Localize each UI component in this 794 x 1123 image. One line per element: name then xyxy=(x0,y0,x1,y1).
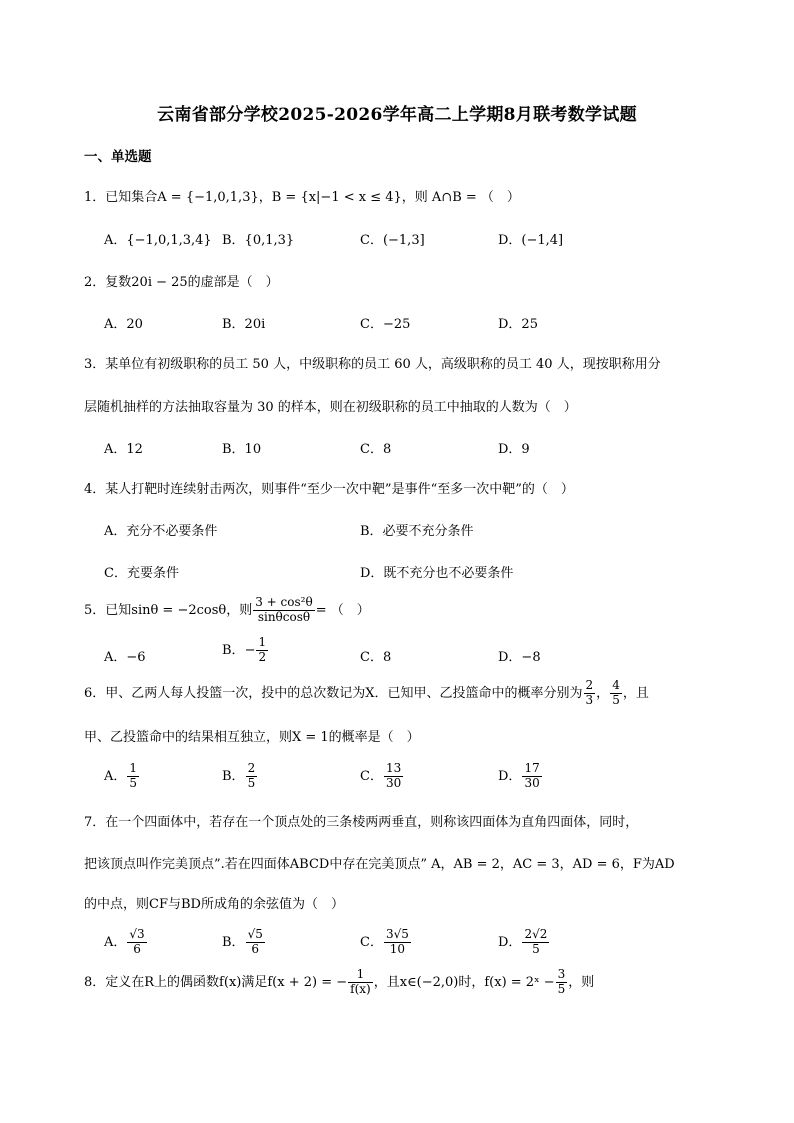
section-heading: 一、单选题 xyxy=(84,149,152,165)
q6-option-d-label: D． xyxy=(498,768,522,784)
q6-option-a-label: A． xyxy=(104,768,127,784)
question-1: 1．已知集合A = {−1,0,1,3}，B = {x|−1 < x ≤ 4}，则 A∩B = （ ） xyxy=(84,190,520,205)
q6-option-a-numerator: 1 xyxy=(129,761,138,775)
q1-option-a: A．{−1,0,1,3,4} xyxy=(104,233,212,248)
q5-option-c: C．8 xyxy=(360,650,392,665)
q8-fraction-1 xyxy=(348,968,373,997)
q6-option-c-fraction xyxy=(384,762,403,791)
q7-option-c-denominator: 10 xyxy=(389,941,406,956)
q6-prob-jia-denominator: 3 xyxy=(585,692,594,707)
q5-option-b xyxy=(222,636,269,665)
q7-option-d-fraction xyxy=(522,928,549,957)
q6-prob-yi xyxy=(610,679,622,708)
q6-option-b-denominator: 5 xyxy=(247,775,256,790)
q1-option-d: D．(−1,4] xyxy=(498,233,564,248)
q7-option-c-fraction xyxy=(384,928,411,957)
q5-option-a: A．−6 xyxy=(104,650,146,665)
q6-line1-prefix: 6．甲、乙两人每人投篮一次，投中的总次数记为X．已知甲、乙投篮命中的概率分别为 xyxy=(84,685,583,701)
q8-prefix: 8．定义在R上的偶函数f(x)满足f(x + 2) = − xyxy=(84,974,348,990)
q5-suffix: = （ ） xyxy=(315,602,370,618)
q1-option-c: C．(−1,3] xyxy=(360,233,425,248)
q7-option-d-label: D． xyxy=(498,934,522,950)
q7-option-b-label: B． xyxy=(222,934,245,950)
q2-option-d: D．25 xyxy=(498,317,538,332)
q2-option-b: B．20i xyxy=(222,317,266,332)
q6-prob-jia xyxy=(584,679,596,708)
q7-option-b-fraction xyxy=(246,928,265,957)
q1-option-b: B．{0,1,3} xyxy=(222,233,295,248)
q5-prefix: 5．已知sinθ = −2cosθ，则 xyxy=(84,602,253,618)
q6-option-a xyxy=(104,762,140,791)
q6-option-c-numerator: 13 xyxy=(385,761,402,775)
q4-option-d: D．既不充分也不必要条件 xyxy=(360,566,514,581)
q6-option-d-numerator: 17 xyxy=(524,761,540,775)
q5-option-b-fraction xyxy=(256,636,268,665)
q7-option-d-denominator: 5 xyxy=(532,941,540,956)
q6-separator: ， xyxy=(596,685,610,701)
question-3-line-1: 3．某单位有初级职称的员工 50 人，中级职称的员工 60 人，高级职称的员工 40 人，现按职称用分 xyxy=(84,357,661,372)
q4-option-a: A．充分不必要条件 xyxy=(104,524,218,539)
q6-option-d-fraction xyxy=(522,762,541,791)
q2-option-a: A．20 xyxy=(104,317,143,332)
question-2: 2．复数20i − 25的虚部是（ ） xyxy=(84,275,279,290)
q6-option-b-fraction xyxy=(246,762,258,791)
q7-option-b-denominator: 6 xyxy=(251,941,260,956)
q6-option-a-fraction xyxy=(127,762,139,791)
q3-option-a: A．12 xyxy=(104,442,143,457)
q6-option-a-denominator: 5 xyxy=(129,775,138,790)
q5-option-b-denominator: 2 xyxy=(258,649,267,664)
q7-option-d-numerator: 2√2 xyxy=(524,927,548,941)
q5-frac-denominator: sinθcosθ xyxy=(257,609,311,624)
question-3-line-2: 层随机抽样的方法抽取容量为 30 的样本，则在初级职称的员工中抽取的人数为（ ） xyxy=(84,400,577,415)
q7-option-a xyxy=(104,928,148,957)
question-7-line-2: 把该顶点叫作完美顶点”.若在四面体ABCD中存在完美顶点” A，AB = 2，AC = 3，AD = 6，F为AD xyxy=(84,857,675,872)
q6-option-b xyxy=(222,762,258,791)
q5-option-b-numerator: 1 xyxy=(258,635,267,649)
q6-prob-yi-denominator: 5 xyxy=(612,692,620,707)
q5-fraction xyxy=(253,596,314,625)
q3-option-b: B．10 xyxy=(222,442,262,457)
q4-option-c: C．充要条件 xyxy=(104,566,179,581)
question-8 xyxy=(84,968,594,997)
q6-option-b-label: B． xyxy=(222,768,245,784)
q6-prob-jia-numerator: 2 xyxy=(585,678,594,692)
question-6-line-2: 甲、乙投篮命中的结果相互独立，则X = 1的概率是（ ） xyxy=(84,730,420,745)
question-4: 4．某人打靶时连续射击两次，则事件“至少一次中靶”是事件“至多一次中靶”的（ ） xyxy=(84,482,574,497)
q7-option-c-numerator: 3√5 xyxy=(385,927,409,941)
q8-fraction-1-denominator: f(x) xyxy=(350,981,371,996)
q7-option-c-label: C． xyxy=(360,934,383,950)
q7-option-a-fraction xyxy=(127,928,146,957)
q6-option-c-label: C． xyxy=(360,768,383,784)
q6-prob-yi-numerator: 4 xyxy=(612,678,620,692)
q8-fraction-2-denominator: 5 xyxy=(557,981,566,996)
q7-option-b-numerator: √5 xyxy=(247,927,263,941)
question-5 xyxy=(84,596,370,625)
q5-option-b-label: B． xyxy=(222,642,245,658)
q8-fraction-2 xyxy=(556,968,568,997)
q6-option-c xyxy=(360,762,404,791)
q2-option-c: C．−25 xyxy=(360,317,411,332)
q7-option-c xyxy=(360,928,412,957)
q8-suffix: ，则 xyxy=(568,974,595,990)
q6-option-b-numerator: 2 xyxy=(247,761,256,775)
q7-option-d xyxy=(498,928,550,957)
q6-option-d xyxy=(498,762,543,791)
q8-middle: ，且x∈(−2,0)时，f(x) = 2ˣ − xyxy=(373,974,555,990)
q3-option-d: D．9 xyxy=(498,442,530,457)
q5-option-b-sign: − xyxy=(244,642,256,658)
page-title: 云南省部分学校2025-2026学年高二上学期8月联考数学试题 xyxy=(157,105,637,125)
q6-option-d-denominator: 30 xyxy=(524,775,540,790)
q5-option-d: D．−8 xyxy=(498,650,541,665)
q8-fraction-2-numerator: 3 xyxy=(557,967,566,981)
q5-frac-numerator: 3 + cos²θ xyxy=(255,595,313,609)
q6-line1-suffix: ，且 xyxy=(622,685,649,701)
question-7-line-1: 7．在一个四面体中，若存在一个顶点处的三条棱两两垂直，则称该四面体为直角四面体，同时， xyxy=(84,815,639,830)
question-6-line-1 xyxy=(84,679,649,708)
q7-option-a-numerator: √3 xyxy=(129,927,145,941)
q7-option-a-label: A． xyxy=(104,934,127,950)
q7-option-a-denominator: 6 xyxy=(133,941,141,956)
q6-option-c-denominator: 30 xyxy=(385,775,402,790)
question-7-line-3: 的中点，则CF与BD所成角的余弦值为（ ） xyxy=(84,897,344,912)
q8-fraction-1-numerator: 1 xyxy=(348,968,373,983)
q3-option-c: C．8 xyxy=(360,442,392,457)
q7-option-b xyxy=(222,928,266,957)
q4-option-b: B．必要不充分条件 xyxy=(360,524,474,539)
